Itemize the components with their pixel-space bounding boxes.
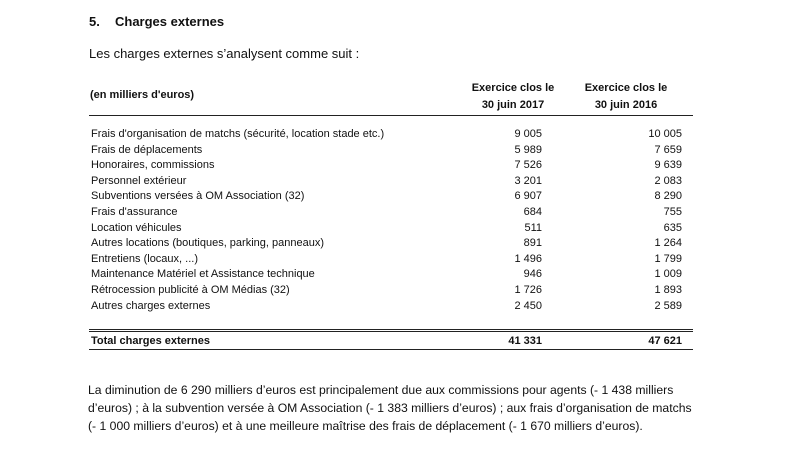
section-heading xyxy=(89,14,224,29)
value-2016: 10 005 xyxy=(648,128,682,140)
value-2016: 1 893 xyxy=(654,283,682,296)
section-title: Charges externes xyxy=(115,14,225,29)
table-row xyxy=(89,189,693,205)
row-label: Frais d'assurance xyxy=(91,205,178,218)
value-2017: 5 989 xyxy=(514,143,542,156)
value-2017: 891 xyxy=(523,237,542,250)
value-2017: 7 526 xyxy=(514,159,542,172)
value-2017: 1 726 xyxy=(514,283,542,296)
column-header-line1: Exercice clos le xyxy=(584,82,668,94)
row-label: Frais d'organisation de matchs (sécurité, location stade etc.) xyxy=(91,128,385,140)
value-2016: 8 290 xyxy=(654,190,682,203)
table-row xyxy=(89,299,693,315)
value-2016: 2 589 xyxy=(654,299,682,312)
column-header-2016 xyxy=(571,80,681,114)
row-label: Autres locations (boutiques, parking, panneaux) xyxy=(91,237,324,250)
total-value-2016: 47 621 xyxy=(648,335,682,347)
row-label: Autres charges externes xyxy=(91,299,211,312)
row-label: Subventions versées à OM Association (32) xyxy=(91,190,305,203)
row-label: Location véhicules xyxy=(91,221,182,234)
column-header-2017 xyxy=(458,80,568,114)
table-row xyxy=(89,283,693,299)
total-value-2017: 41 331 xyxy=(508,335,542,347)
table-row xyxy=(89,267,693,283)
row-label: Honoraires, commissions xyxy=(91,159,215,172)
total-row xyxy=(89,333,693,349)
paragraph-line: La diminution de 6 290 milliers d’euros est principalement due aux commissions pour agents (- 1 438 milliers xyxy=(88,383,674,397)
value-2016: 1 009 xyxy=(654,268,682,281)
table-row xyxy=(89,221,693,237)
table-row xyxy=(89,205,693,221)
row-label: Maintenance Matériel et Assistance technique xyxy=(91,268,315,281)
value-2017: 2 450 xyxy=(514,299,542,312)
value-2016: 1 799 xyxy=(654,252,682,265)
value-2016: 1 264 xyxy=(654,237,682,250)
commentary-paragraph xyxy=(88,381,748,435)
paragraph-line: (- 1 000 milliers d’euros) et à une meilleure maîtrise des frais de déplacement (- 1 670 milliers d’euros). xyxy=(88,419,643,433)
table-row xyxy=(89,174,693,190)
value-2016: 755 xyxy=(663,205,682,218)
column-header-line2: 30 juin 2017 xyxy=(481,99,545,111)
column-header-line2: 30 juin 2016 xyxy=(594,99,658,111)
row-label: Frais de déplacements xyxy=(91,143,203,156)
value-2017: 3 201 xyxy=(514,174,542,187)
value-2016: 7 659 xyxy=(654,143,682,156)
section-number: 5. xyxy=(89,14,100,29)
total-divider-top xyxy=(89,329,693,330)
table-row xyxy=(89,252,693,268)
row-label: Rétrocession publicité à OM Médias (32) xyxy=(91,283,290,296)
value-2017: 9 005 xyxy=(514,128,542,140)
row-label: Entretiens (locaux, ...) xyxy=(91,252,198,265)
unit-label: (en milliers d'euros) xyxy=(90,89,195,101)
row-label: Personnel extérieur xyxy=(91,174,187,187)
value-2017: 684 xyxy=(523,205,542,218)
value-2017: 6 907 xyxy=(514,190,542,203)
value-2017: 511 xyxy=(524,221,542,234)
total-label: Total charges externes xyxy=(91,335,211,347)
total-divider-bottom xyxy=(89,349,693,350)
paragraph-line: d’euros) ; à la subvention versée à OM Association (- 1 383 milliers d’euros) ; aux frais d’organisation de matchs xyxy=(88,401,692,415)
table-row xyxy=(89,143,693,159)
header-divider xyxy=(89,115,693,116)
value-2017: 1 496 xyxy=(514,252,542,265)
column-header-line1: Exercice clos le xyxy=(471,82,555,94)
table-row xyxy=(89,127,693,143)
value-2016: 2 083 xyxy=(654,174,682,187)
total-divider-top-double xyxy=(89,331,693,332)
intro-text: Les charges externes s’analysent comme suit : xyxy=(89,46,360,61)
value-2017: 946 xyxy=(523,268,542,281)
value-2016: 635 xyxy=(663,221,682,234)
table-row xyxy=(89,158,693,174)
value-2016: 9 639 xyxy=(654,159,682,172)
table-row xyxy=(89,236,693,252)
table-body xyxy=(89,127,693,314)
